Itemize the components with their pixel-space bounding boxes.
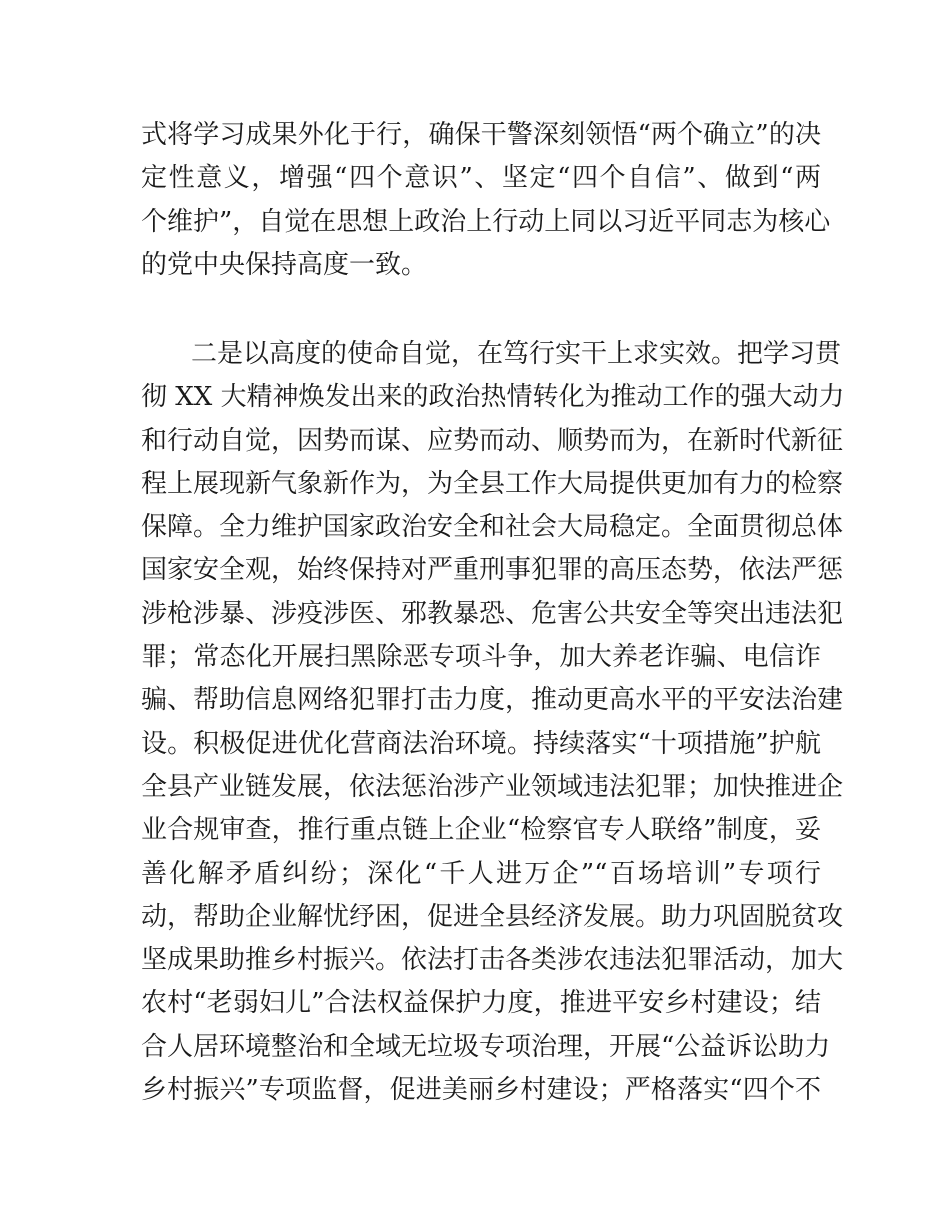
- text-line: 农村“老弱妇儿”合法权益保护力度，推进平安乡村建设；结: [141, 988, 821, 1019]
- text-line: 国家安全观，始终保持对严重刑事犯罪的高压态势，依法严惩: [141, 555, 844, 586]
- text-line: 坚成果助推乡村振兴。依法打击各类涉农违法犯罪活动，加大: [141, 945, 844, 976]
- text-line: 和行动自觉，因势而谋、应势而动、顺势而为，在新时代新征: [141, 425, 844, 456]
- text-line: 业合规审查，推行重点链上企业“检察官专人联络”制度，妥: [141, 815, 821, 846]
- text-line: 彻 XX 大精神焕发出来的政治热情转化为推动工作的强大动力: [141, 382, 845, 413]
- text-line: 个维护”，自觉在思想上政治上行动上同以习近平同志为核心: [141, 206, 831, 237]
- text-line: 全县产业链发展，依法惩治涉产业领域违法犯罪；加快推进企: [141, 771, 844, 802]
- text-line: 乡村振兴”专项监督，促进美丽乡村建设；严格落实“四个不: [141, 1075, 821, 1106]
- text-line: 善化解矛盾纠纷；深化“千人进万企”“百场培训”专项行: [141, 858, 821, 889]
- text-line: 合人居环境整治和全域无垃圾专项治理，开展“公益诉讼助力: [141, 1031, 831, 1062]
- text-line: 罪；常态化开展扫黑除恶专项斗争，加大养老诈骗、电信诈: [141, 642, 821, 673]
- text-line: 保障。全力维护国家政治安全和社会大局稳定。全面贯彻总体: [141, 512, 844, 543]
- text-line: 的党中央保持高度一致。: [141, 249, 428, 280]
- text-line: 设。积极促进优化营商法治环境。持续落实“十项措施”护航: [141, 728, 821, 759]
- text-line: 涉枪涉暴、涉疫涉医、邪教暴恐、危害公共安全等突出违法犯: [141, 598, 844, 629]
- paragraph-continuation: [141, 114, 831, 287]
- text-line: 动，帮助企业解忧纾困，促进全县经济发展。助力巩固脱贫攻: [141, 901, 844, 932]
- text-line: 程上展现新气象新作为，为全县工作大局提供更加有力的检察: [141, 468, 844, 499]
- text-line: 式将学习成果外化于行，确保干警深刻领悟“两个确立”的决: [141, 120, 821, 150]
- text-line: 定性意义，增强“四个意识”、坚定“四个自信”、做到“两: [141, 163, 821, 194]
- text-line: 二是以高度的使命自觉，在笃行实干上求实效。把学习贯: [191, 339, 842, 369]
- paragraph-mission: [141, 333, 845, 1112]
- text-line: 骗、帮助信息网络犯罪打击力度，推动更高水平的平安法治建: [141, 685, 844, 716]
